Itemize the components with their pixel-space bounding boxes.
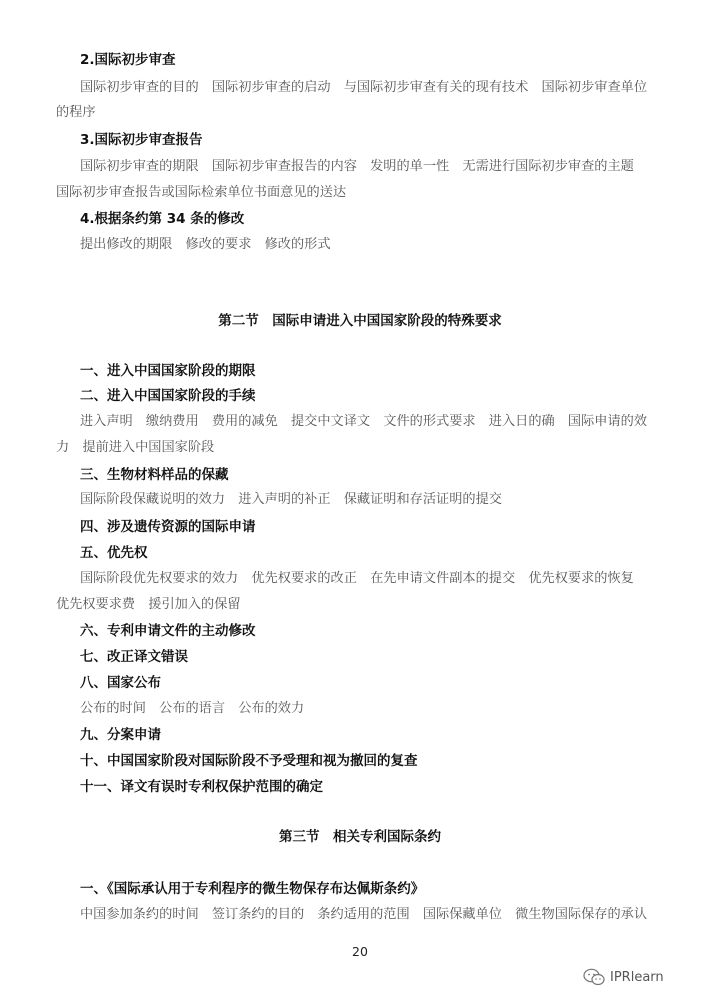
paragraph-line: 提出修改的期限 修改的要求 修改的形式 — [80, 237, 331, 252]
item-heading: 七、改正译文错误 — [80, 649, 188, 665]
paragraph-line: 国际阶段保藏说明的效力 进入声明的补正 保藏证明和存活证明的提交 — [80, 492, 502, 507]
item-heading: 五、优先权 — [80, 545, 148, 561]
paragraph-line: 国际阶段优先权要求的效力 优先权要求的改正 在先申请文件副本的提交 优先权要求的恢复 — [80, 571, 634, 586]
watermark-text: IPRlearn — [610, 969, 664, 985]
paragraph-line: 优先权要求费 援引加入的保留 — [56, 597, 241, 612]
item-heading: 四、涉及遗传资源的国际申请 — [80, 519, 256, 535]
item-heading: 八、国家公布 — [80, 675, 161, 691]
item-heading: 六、专利申请文件的主动修改 — [80, 623, 256, 639]
item-heading: 一、《国际承认用于专利程序的微生物保存布达佩斯条约》 — [80, 881, 425, 897]
item-heading: 三、生物材料样品的保藏 — [80, 467, 229, 483]
paragraph-line: 的程序 — [56, 105, 96, 120]
paragraph-line: 国际初步审查的期限 国际初步审查报告的内容 发明的单一性 无需进行国际初步审查的主题 — [80, 159, 634, 174]
heading-2: 2.国际初步审查 — [80, 52, 176, 68]
item-heading: 一、进入中国国家阶段的期限 — [80, 363, 256, 379]
page-number: 20 — [352, 944, 368, 959]
watermark — [583, 968, 664, 986]
wechat-icon — [583, 968, 605, 986]
heading-3: 3.国际初步审查报告 — [80, 132, 203, 148]
paragraph-line: 公布的时间 公布的语言 公布的效力 — [80, 701, 305, 716]
paragraph-line: 国际初步审查报告或国际检索单位书面意见的送达 — [56, 185, 347, 200]
heading-4: 4.根据条约第 34 条的修改 — [80, 211, 245, 227]
paragraph-line: 进入声明 缴纳费用 费用的减免 提交中文译文 文件的形式要求 进入日的确 国际申请的效 — [80, 414, 648, 429]
paragraph-line: 力 提前进入中国国家阶段 — [56, 440, 215, 455]
paragraph-line: 国际初步审查的目的 国际初步审查的启动 与国际初步审查有关的现有技术 国际初步审查单位 — [80, 80, 648, 95]
item-heading: 十一、译文有误时专利权保护范围的确定 — [80, 779, 323, 795]
item-heading: 二、进入中国国家阶段的手续 — [80, 388, 256, 404]
item-heading: 十、中国国家阶段对国际阶段不予受理和视为撤回的复查 — [80, 753, 418, 769]
section-title: 第二节 国际申请进入中国国家阶段的特殊要求 — [218, 313, 502, 329]
section-title: 第三节 相关专利国际条约 — [279, 829, 441, 845]
item-heading: 九、分案申请 — [80, 727, 161, 743]
paragraph-line: 中国参加条约的时间 签订条约的目的 条约适用的范围 国际保藏单位 微生物国际保存的承认 — [80, 907, 648, 922]
